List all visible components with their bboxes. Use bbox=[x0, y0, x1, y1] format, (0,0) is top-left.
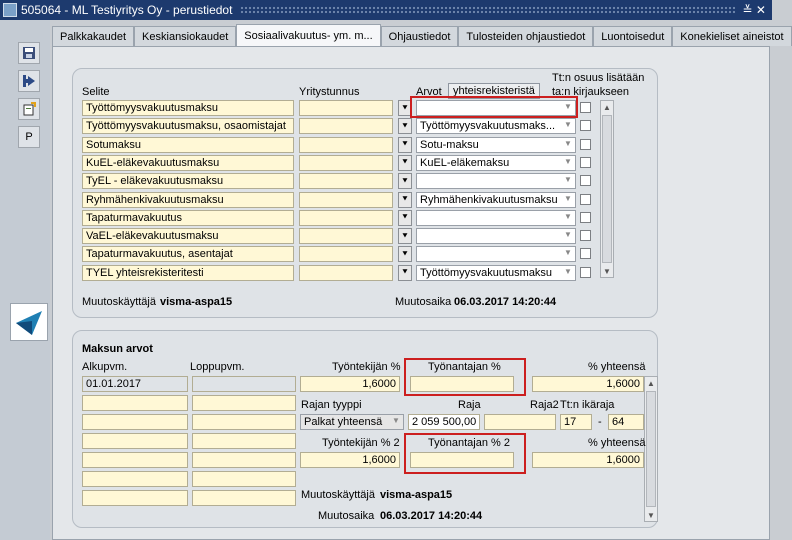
chevron-down-icon: ▼ bbox=[564, 211, 572, 221]
tab-ohjaustiedot[interactable]: Ohjaustiedot bbox=[381, 26, 459, 46]
ikaraja-separator: - bbox=[598, 416, 602, 428]
scroll-up-icon[interactable]: ▲ bbox=[647, 378, 655, 388]
tt-osuus-header: Tt:n osuus lisätään bbox=[552, 72, 645, 84]
left-toolbar bbox=[0, 20, 50, 540]
scroll-thumb[interactable] bbox=[602, 115, 612, 263]
muutoskayttaja-value: visma-aspa15 bbox=[160, 296, 233, 308]
arvot-header: Arvot bbox=[416, 86, 442, 98]
scroll-thumb[interactable] bbox=[646, 391, 656, 507]
dropdown-button[interactable] bbox=[398, 155, 412, 171]
tt-osuus-checkbox[interactable] bbox=[580, 248, 591, 259]
tab-sosiaalivakuutus[interactable]: Sosiaalivakuutus- ym. m... bbox=[236, 24, 380, 46]
selite-field[interactable]: Työttömyysvakuutusmaksu bbox=[82, 100, 294, 116]
exit-button[interactable] bbox=[18, 70, 40, 92]
arvo-select[interactable] bbox=[416, 137, 576, 153]
scroll-down-icon[interactable]: ▼ bbox=[603, 266, 611, 276]
arvo-value: Ryhmähenkivakuutusmaksu bbox=[420, 193, 558, 206]
dropdown-button[interactable] bbox=[398, 228, 412, 244]
chevron-down-icon: ▼ bbox=[564, 248, 572, 258]
arvo-select[interactable] bbox=[416, 228, 576, 244]
tyontekija2-field[interactable]: 1,6000 bbox=[300, 452, 400, 468]
save-icon bbox=[22, 46, 36, 60]
tab-palkkakaudet[interactable]: Palkkakaudet bbox=[52, 26, 134, 46]
rajan-tyyppi-select[interactable] bbox=[300, 414, 404, 430]
yhteensa2-field[interactable]: 1,6000 bbox=[532, 452, 644, 468]
window-controls[interactable]: ≚ ✕ bbox=[742, 3, 766, 17]
arvo-value: Työttömyysvakuutusmaksu bbox=[420, 266, 553, 279]
alkupvm-field[interactable]: 01.01.2017 bbox=[82, 376, 188, 392]
muutoskayttaja2-value: visma-aspa15 bbox=[380, 489, 453, 501]
arvo-select[interactable] bbox=[416, 155, 576, 171]
arvo-value: KuEL-eläkemaksu bbox=[420, 156, 510, 169]
arvo-select[interactable] bbox=[416, 265, 576, 281]
chevron-down-icon: ⯆ bbox=[401, 157, 409, 168]
panel1-scrollbar[interactable] bbox=[600, 100, 614, 278]
scroll-up-icon[interactable]: ▲ bbox=[603, 102, 611, 112]
loppupvm-field[interactable] bbox=[192, 395, 296, 411]
yritystunnus-field[interactable] bbox=[299, 265, 393, 281]
window-title: 505064 - ML Testiyritys Oy - perustiedot bbox=[21, 3, 233, 17]
muutosaika2-value: 06.03.2017 14:20:44 bbox=[380, 510, 483, 522]
tt-osuus-checkbox[interactable] bbox=[580, 267, 591, 278]
tt-osuus-checkbox[interactable] bbox=[580, 102, 591, 113]
selite-field[interactable]: TYEL yhteisrekisteritesti bbox=[82, 265, 294, 281]
tyontekija2-label: Työntekijän % 2 bbox=[322, 437, 400, 449]
chevron-down-icon: ⯆ bbox=[401, 194, 409, 204]
loppupvm-field[interactable] bbox=[192, 376, 296, 392]
dropdown-button[interactable] bbox=[398, 246, 412, 262]
alkupvm-field[interactable] bbox=[82, 414, 188, 430]
alkupvm-field[interactable] bbox=[82, 452, 188, 468]
tyonantaja2-label: Työnantajan % 2 bbox=[428, 437, 510, 449]
dropdown-button[interactable] bbox=[398, 118, 412, 134]
title-bar-pattern bbox=[240, 6, 734, 14]
tyonantaja-label: Työnantajan % bbox=[428, 361, 501, 373]
selite-field[interactable]: Tapaturmavakuutus, asentajat bbox=[82, 246, 294, 262]
window-title-bar bbox=[0, 0, 772, 20]
loppupvm-label: Loppupvm. bbox=[190, 361, 245, 373]
selite-header: Selite bbox=[82, 86, 110, 98]
selite-field[interactable]: TyEL - eläkevakuutusmaksu bbox=[82, 173, 294, 189]
selite-field[interactable]: Tapaturmavakuutus bbox=[82, 210, 294, 226]
new-icon bbox=[22, 102, 36, 116]
yritystunnus-field[interactable] bbox=[299, 192, 393, 208]
alkupvm-field[interactable] bbox=[82, 490, 188, 506]
ikaraja-label: Tt:n ikäraja bbox=[560, 399, 615, 411]
dropdown-button[interactable] bbox=[398, 137, 412, 153]
selite-field[interactable]: Sotumaksu bbox=[82, 137, 294, 153]
loppupvm-field[interactable] bbox=[192, 490, 296, 506]
panel2-scrollbar[interactable] bbox=[644, 376, 658, 522]
tab-luontoisedut[interactable]: Luontoisedut bbox=[593, 26, 672, 46]
visma-logo bbox=[10, 303, 48, 341]
selite-field[interactable]: Ryhmähenkivakuutusmaksu bbox=[82, 192, 294, 208]
tt-osuus-checkbox[interactable] bbox=[580, 194, 591, 205]
arvo-select[interactable] bbox=[416, 210, 576, 226]
muutosaika-label: Muutosaika bbox=[395, 296, 452, 308]
rajan-tyyppi-label: Rajan tyyppi bbox=[301, 399, 362, 411]
chevron-down-icon: ▼ bbox=[564, 138, 572, 148]
arvo-select[interactable] bbox=[416, 246, 576, 262]
yhteensa-field[interactable]: 1,6000 bbox=[532, 376, 644, 392]
raja-label: Raja bbox=[458, 399, 481, 411]
panel2-title: Maksun arvot bbox=[82, 343, 153, 355]
selite-field[interactable]: VaEL-eläkevakuutusmaksu bbox=[82, 228, 294, 244]
dropdown-button[interactable] bbox=[398, 173, 412, 189]
tt-osuus-checkbox[interactable] bbox=[580, 120, 591, 131]
chevron-down-icon: ⯆ bbox=[401, 175, 409, 186]
loppupvm-field[interactable] bbox=[192, 471, 296, 487]
chevron-down-icon: ⯆ bbox=[401, 248, 409, 259]
arvo-select[interactable] bbox=[416, 173, 576, 189]
chevron-down-icon: ▼ bbox=[392, 416, 400, 425]
loppupvm-field[interactable] bbox=[192, 433, 296, 449]
chevron-down-icon: ▼ bbox=[564, 156, 572, 166]
p-button[interactable]: P bbox=[18, 126, 40, 148]
tt-osuus-checkbox[interactable] bbox=[580, 230, 591, 241]
scroll-down-icon[interactable]: ▼ bbox=[647, 510, 655, 520]
loppupvm-field[interactable] bbox=[192, 452, 296, 468]
new-button[interactable] bbox=[18, 98, 40, 120]
muutoskayttaja2-label: Muutoskäyttäjä bbox=[301, 489, 375, 501]
chevron-down-icon: ▼ bbox=[564, 230, 572, 240]
muutosaika2-label: Muutosaika bbox=[318, 510, 375, 522]
raja2-label: Raja2 bbox=[530, 399, 559, 411]
selite-field[interactable]: Työttömyysvakuutusmaksu, osaomistajat bbox=[82, 118, 294, 134]
tt-osuus-checkbox[interactable] bbox=[580, 157, 591, 168]
yhteensa2-label: % yhteensä bbox=[588, 437, 646, 449]
highlight-tyonantaja2 bbox=[404, 433, 526, 474]
ikaraja-max-field[interactable]: 64 bbox=[608, 414, 644, 430]
alkupvm-field[interactable] bbox=[82, 395, 188, 411]
tyontekija-label: Työntekijän % bbox=[332, 361, 401, 373]
chevron-down-icon: ▼ bbox=[564, 266, 572, 276]
tab-bar bbox=[52, 26, 792, 46]
dropdown-button[interactable] bbox=[398, 210, 412, 226]
rajan-tyyppi-value: Palkat yhteensä bbox=[304, 416, 383, 428]
yhteisrekisterista-button[interactable]: yhteisrekisteristä bbox=[448, 83, 540, 99]
chevron-down-icon: ▼ bbox=[564, 175, 572, 185]
chevron-down-icon: ▼ bbox=[564, 120, 572, 130]
yritystunnus-field[interactable] bbox=[299, 228, 393, 244]
yritystunnus-header: Yritystunnus bbox=[299, 86, 360, 98]
yritystunnus-field[interactable] bbox=[299, 246, 393, 262]
yhteensa-label: % yhteensä bbox=[588, 361, 646, 373]
muutoskayttaja-label: Muutoskäyttäjä bbox=[82, 296, 156, 308]
arvo-value: Työttömyysvakuutusmaks... bbox=[420, 120, 556, 133]
raja2-field[interactable] bbox=[484, 414, 556, 430]
tab-tulosteiden-ohjaustiedot[interactable]: Tulosteiden ohjaustiedot bbox=[458, 26, 593, 46]
chevron-down-icon: ▼ bbox=[564, 193, 572, 203]
yritystunnus-field[interactable] bbox=[299, 137, 393, 153]
tt-osuus-checkbox[interactable] bbox=[580, 139, 591, 150]
alkupvm-field[interactable] bbox=[82, 433, 188, 449]
tt-osuus-header-line2: ta:n kirjaukseen bbox=[552, 86, 630, 98]
chevron-down-icon: ⯆ bbox=[401, 102, 409, 113]
exit-icon bbox=[22, 74, 36, 88]
loppupvm-field[interactable] bbox=[192, 414, 296, 430]
alkupvm-field[interactable] bbox=[82, 471, 188, 487]
logo-icon bbox=[14, 307, 44, 337]
dropdown-button[interactable] bbox=[398, 265, 412, 281]
raja-field[interactable]: 2 059 500,00 bbox=[408, 414, 480, 430]
muutosaika-value: 06.03.2017 14:20:44 bbox=[454, 296, 557, 308]
save-button[interactable] bbox=[18, 42, 40, 64]
tt-osuus-checkbox[interactable] bbox=[580, 175, 591, 186]
chevron-down-icon: ⯆ bbox=[401, 230, 409, 241]
yritystunnus-field[interactable] bbox=[299, 155, 393, 171]
tyontekija-field[interactable]: 1,6000 bbox=[300, 376, 400, 392]
arvo-value: Sotu-maksu bbox=[420, 138, 479, 151]
highlight-yhteisrekisteri bbox=[410, 96, 578, 118]
yritystunnus-field[interactable] bbox=[299, 118, 393, 134]
dropdown-button[interactable] bbox=[398, 192, 412, 208]
alkupvm-label: Alkupvm. bbox=[82, 361, 128, 373]
arvo-select[interactable] bbox=[416, 118, 576, 134]
yritystunnus-field[interactable] bbox=[299, 173, 393, 189]
highlight-tyonantaja bbox=[404, 358, 526, 396]
selite-field[interactable]: KuEL-eläkevakuutusmaksu bbox=[82, 155, 294, 171]
arvo-select[interactable] bbox=[416, 192, 576, 208]
yritystunnus-field[interactable] bbox=[299, 210, 393, 226]
chevron-down-icon: ⯆ bbox=[401, 120, 409, 131]
tt-osuus-checkbox[interactable] bbox=[580, 212, 591, 223]
ikaraja-min-field[interactable]: 17 bbox=[560, 414, 592, 430]
yritystunnus-field[interactable] bbox=[299, 100, 393, 116]
tab-konekieliset-aineistot[interactable]: Konekieliset aineistot bbox=[672, 26, 791, 46]
chevron-down-icon: ▼ bbox=[564, 102, 572, 111]
tab-keskiansiokaudet[interactable]: Keskiansiokaudet bbox=[134, 26, 236, 46]
chevron-down-icon: ⯆ bbox=[401, 267, 409, 278]
app-icon bbox=[3, 3, 17, 17]
chevron-down-icon: ⯆ bbox=[401, 139, 409, 150]
chevron-down-icon: ⯆ bbox=[401, 212, 409, 223]
